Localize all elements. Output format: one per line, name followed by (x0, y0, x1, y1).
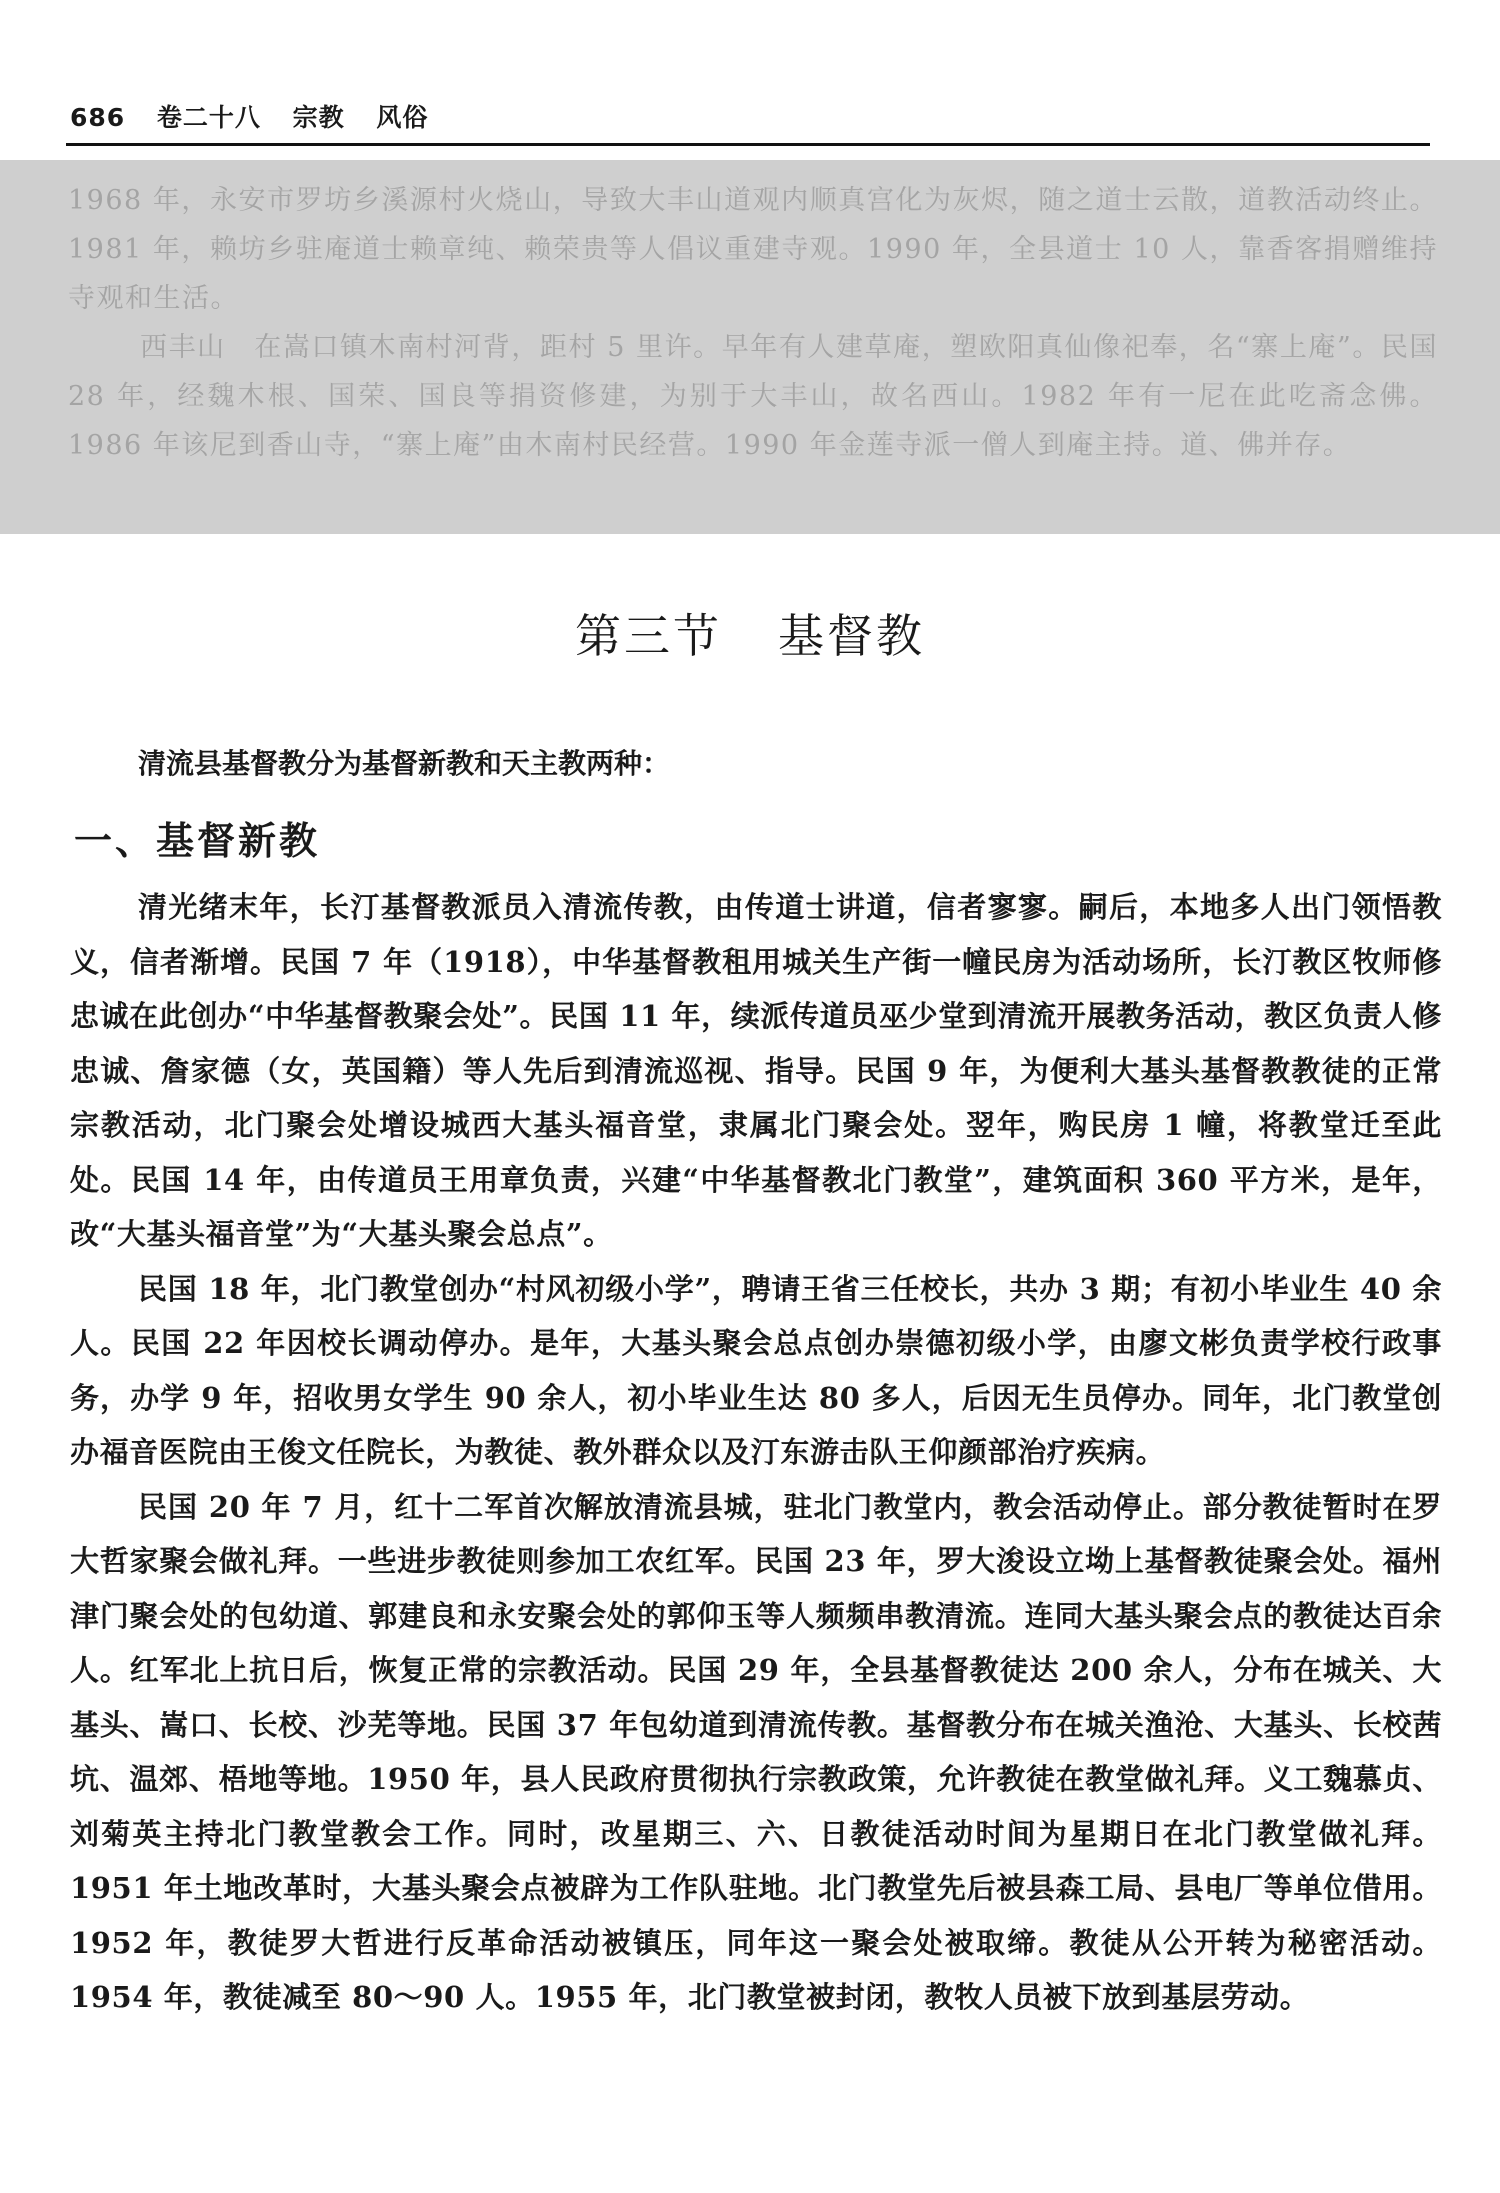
body-text (70, 880, 1442, 2025)
paragraph: 民国 20 年 7 月，红十二军首次解放清流县城，驻北门教堂内，教会活动停止。部分教徒暂时在罗大哲家聚会做礼拜。一些进步教徒则参加工农红军。民国 23 年，罗大浚设立坳上基督教徒聚会处。福州津门聚会处的包幼道、郭建良和永安聚会处的郭仰玉等人频频串教清流。连同大基头聚会点的教徒达百余人。红军北上抗日后，恢复正常的宗教活动。民国 29 年，全县基督教徒达 200 余人，分布在城关、大基头、嵩口、长校、沙芜等地。民国 37 年包幼道到清流传教。基督教分布在城关渔沧、大基头、长校茜坑、温郊、梧地等地。1950 年，县人民政府贯彻执行宗教政策，允许教徒在教堂做礼拜。义工魏慕贞、刘菊英主持北门教堂教会工作。同时，改星期三、六、日教徒活动时间为星期日在北门教堂做礼拜。1951 年土地改革时，大基头聚会点被辟为工作队驻地。北门教堂先后被县森工局、县电厂等单位借用。1952 年，教徒罗大哲进行反革命活动被镇压，同年这一聚会处被取缔。教徒从公开转为秘密活动。1954 年，教徒减至 80～90 人。1955 年，北门教堂被封闭，教牧人员被下放到基层劳动。 (70, 1489, 1442, 2014)
paragraph: 民国 18 年，北门教堂创办“村风初级小学”，聘请王省三任校长，共办 3 期；有初小毕业生 40 余人。民国 22 年因校长调动停办。是年，大基头聚会总点创办崇德初级小学，由廖文彬负责学校行政事务，办学 9 年，招收男女学生 90 余人，初小毕业生达 80 多人，后因无生员停办。同年，北门教堂创办福音医院由王俊文任院长，为教徒、教外群众以及汀东游击队王仰颜部治疗疾病。 (70, 1271, 1442, 1469)
subheading: 一、基督新教 (74, 818, 321, 863)
topic-label: 宗教 (292, 103, 345, 132)
paragraph: 1968 年，永安市罗坊乡溪源村火烧山，导致大丰山道观内顺真宫化为灰烬，随之道士云散，道教活动终止。1981 年，赖坊乡驻庵道士赖章纯、赖荣贵等人倡议重建寺观。1990 年，全县道士 10 人，靠香客捐赠维持寺观和生活。 (68, 185, 1438, 314)
section-title (0, 600, 1500, 666)
previous-section-text (68, 176, 1438, 470)
page-number: 686 (70, 103, 126, 132)
paragraph: 清光绪末年，长汀基督教派员入清流传教，由传道士讲道，信者寥寥。嗣后，本地多人出门领悟教义，信者渐增。民国 7 年（1918），中华基督教租用城关生产街一幢民房为活动场所，长汀教区牧师修忠诚在此创办“中华基督教聚会处”。民国 11 年，续派传道员巫少堂到清流开展教务活动，教区负责人修忠诚、詹家德（女，英国籍）等人先后到清流巡视、指导。民国 9 年，为便利大基头基督教教徒的正常宗教活动，北门聚会处增设城西大基头福音堂，隶属北门聚会处。翌年，购民房 1 幢，将教堂迁至此处。民国 14 年，由传道员王用章负责，兴建“中华基督教北门教堂”，建筑面积 360 平方米，是年，改“大基头福音堂”为“大基头聚会总点”。 (70, 890, 1442, 1251)
running-header (70, 98, 450, 134)
paragraph: 西丰山 在嵩口镇木南村河背，距村 5 里许。早年有人建草庵，塑欧阳真仙像祀奉，名“寨上庵”。民国 28 年，经魏木根、国荣、国良等捐资修建，为别于大丰山，故名西山。1982 年有一尼在此吃斋念佛。1986 年该尼到香山寺，“寨上庵”由木南村民经营。1990 年金莲寺派一僧人到庵主持。道、佛并存。 (68, 332, 1438, 461)
header-rule (66, 143, 1430, 146)
section-name: 基督教 (778, 609, 925, 663)
topic-label: 风俗 (376, 103, 429, 132)
volume-label: 卷二十八 (156, 103, 261, 132)
section-number: 第三节 (575, 609, 722, 663)
intro-line: 清流县基督教分为基督新教和天主教两种： (138, 747, 671, 780)
